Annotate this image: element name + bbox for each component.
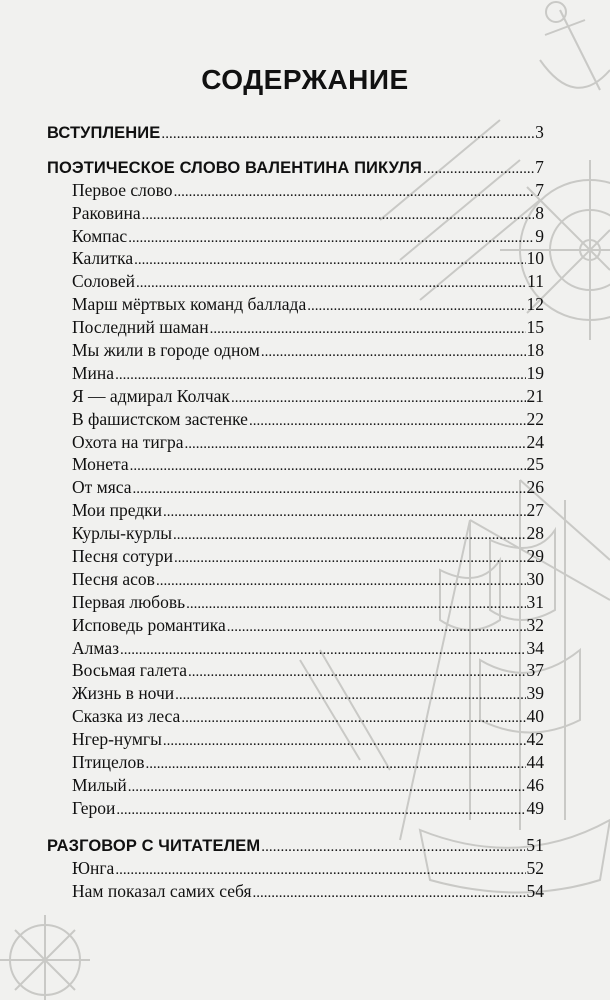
dot-leader [128, 776, 526, 799]
dot-leader [142, 204, 535, 227]
toc-entry-title: От мяса [72, 477, 132, 498]
toc-entry-title: Нам показал самих себя [72, 880, 252, 901]
toc-entry-title: Сказка из леса [72, 706, 181, 727]
dot-leader [134, 249, 525, 272]
toc-entry-title: Последний шаман [72, 317, 209, 338]
dot-leader [261, 836, 525, 859]
toc-entry-page: 54 [526, 880, 544, 901]
toc-entry-page: 8 [535, 202, 544, 223]
toc-entry-title: Мои предки [72, 500, 163, 521]
dot-leader [210, 318, 526, 341]
toc-entry-page: 21 [526, 385, 544, 406]
page-title: СОДЕРЖАНИЕ [201, 64, 409, 95]
toc-entry-page: 7 [535, 156, 544, 177]
toc-entry[interactable] [47, 270, 544, 293]
toc-entry[interactable] [47, 659, 544, 682]
toc-entry-page: 51 [526, 834, 544, 855]
toc-entry[interactable] [47, 568, 544, 591]
toc-entry-title: Калитка [72, 248, 134, 269]
toc-entry[interactable] [47, 339, 544, 362]
toc-entry-page: 26 [526, 477, 544, 498]
toc-entry-title: Жизнь в ночи [72, 683, 175, 704]
toc-entry-page: 10 [526, 248, 544, 269]
toc-entry-title: Алмаз [72, 637, 120, 658]
toc-entry[interactable] [47, 293, 544, 316]
dot-leader [146, 753, 526, 776]
toc-entry-page: 29 [526, 546, 544, 567]
toc-entry[interactable] [47, 591, 544, 614]
toc-entry[interactable] [47, 179, 544, 202]
toc-entry-title: Птицелов [72, 752, 145, 773]
toc-entry-page: 18 [526, 340, 544, 361]
dot-leader [163, 730, 526, 753]
toc-entry-page: 11 [527, 271, 544, 292]
toc-entry-page: 46 [526, 774, 544, 795]
toc-entry-page: 25 [526, 454, 544, 475]
dot-leader [227, 616, 526, 639]
toc-entry[interactable] [47, 453, 544, 476]
toc-entry[interactable] [47, 880, 544, 903]
toc-entry[interactable] [47, 857, 544, 880]
toc-entry-title: В фашистском застенке [72, 408, 248, 429]
toc-entry-title: Я — адмирал Колчак [72, 385, 230, 406]
toc-entry-title: ВСТУПЛЕНИЕ [47, 124, 161, 142]
toc-entry-page: 32 [526, 614, 544, 635]
toc-entry-title: Герои [72, 797, 116, 818]
toc-section-poetic-word[interactable] [47, 156, 544, 179]
toc-entry-title: Юнга [72, 857, 115, 878]
dot-leader [261, 341, 526, 364]
toc-entry-page: 28 [526, 523, 544, 544]
dot-leader [161, 123, 534, 146]
dot-leader [184, 433, 525, 456]
dot-leader [136, 272, 526, 295]
dot-leader [307, 295, 525, 318]
dot-leader [116, 799, 525, 822]
toc-list [47, 121, 544, 902]
toc-entry-title: Песня сотури [72, 546, 173, 567]
dot-leader [186, 593, 525, 616]
dot-leader [253, 882, 526, 905]
toc-entry-page: 9 [535, 225, 544, 246]
toc-entry[interactable] [47, 522, 544, 545]
toc-entry[interactable] [47, 499, 544, 522]
dot-leader [174, 547, 526, 570]
toc-entry-page: 40 [526, 706, 544, 727]
toc-entry-page: 12 [526, 294, 544, 315]
toc-entry-title: РАЗГОВОР С ЧИТАТЕЛЕМ [47, 836, 261, 855]
toc-entry[interactable] [47, 705, 544, 728]
toc-entry-title: Монета [72, 454, 129, 475]
toc-entry[interactable] [47, 408, 544, 431]
toc-entry-page: 39 [526, 683, 544, 704]
dot-leader [115, 364, 525, 387]
toc-entry[interactable] [47, 637, 544, 660]
toc-entry-page: 52 [526, 857, 544, 878]
dot-leader [174, 181, 535, 204]
toc-entry-page: 22 [526, 408, 544, 429]
toc-entry[interactable] [47, 247, 544, 270]
toc-entry-page: 15 [526, 317, 544, 338]
dot-leader [130, 455, 526, 478]
toc-entry-title: Марш мёртвых команд баллада [72, 294, 307, 315]
toc-entry-page: 34 [526, 637, 544, 658]
toc-entry[interactable] [47, 225, 544, 248]
toc-entry-title: Первая любовь [72, 591, 186, 612]
toc-entry-page: 3 [535, 122, 544, 142]
dot-leader [115, 859, 525, 882]
toc-entry-title: Мина [72, 362, 115, 383]
dot-leader [173, 524, 526, 547]
toc-entry-title: Милый [72, 774, 127, 795]
toc-entry-title: Компас [72, 225, 128, 246]
toc-entry-page: 37 [526, 660, 544, 681]
toc-entry-title: ПОЭТИЧЕСКОЕ СЛОВО ВАЛЕНТИНА ПИКУЛЯ [47, 158, 422, 177]
toc-entry[interactable] [47, 614, 544, 637]
toc-entry-page: 19 [526, 362, 544, 383]
toc-entry-title: Исповедь романтика [72, 614, 226, 635]
toc-entry-title: Соловей [72, 271, 135, 292]
toc-section-intro[interactable] [47, 121, 544, 144]
toc-entry-title: Мы жили в городе одном [72, 340, 260, 361]
dot-leader [128, 227, 534, 250]
toc-section-conversation[interactable] [47, 834, 544, 857]
toc-entry[interactable] [47, 682, 544, 705]
dot-leader [133, 478, 526, 501]
section-poetic-word-items [47, 179, 544, 820]
toc-entry[interactable] [47, 202, 544, 225]
toc-entry-page: 44 [526, 752, 544, 773]
toc-entry[interactable] [47, 476, 544, 499]
dot-leader [249, 410, 526, 433]
dot-leader [156, 570, 526, 593]
toc-entry[interactable] [47, 431, 544, 454]
dot-leader [423, 158, 534, 181]
section-conversation-items [47, 857, 544, 903]
toc-entry-page: 30 [526, 568, 544, 589]
toc-entry-page: 24 [526, 431, 544, 452]
toc-entry[interactable] [47, 545, 544, 568]
dot-leader [181, 707, 525, 730]
toc-entry-page: 42 [526, 729, 544, 750]
dot-leader [188, 661, 526, 684]
dot-leader [163, 501, 525, 524]
toc-entry-title: Охота на тигра [72, 431, 184, 452]
toc-entry[interactable] [47, 751, 544, 774]
toc-entry[interactable] [47, 728, 544, 751]
toc-entry-title: Первое слово [72, 179, 173, 200]
toc-entry-page: 49 [526, 797, 544, 818]
dot-leader [231, 387, 526, 410]
toc-entry[interactable] [47, 316, 544, 339]
toc-entry-page: 7 [535, 179, 544, 200]
toc-entry[interactable] [47, 797, 544, 820]
dot-leader [120, 639, 525, 662]
toc-entry[interactable] [47, 385, 544, 408]
toc-entry-title: Курлы-курлы [72, 523, 172, 544]
toc-entry-page: 27 [526, 500, 544, 521]
toc-entry-title: Песня асов [72, 568, 155, 589]
toc-entry[interactable] [47, 362, 544, 385]
toc-entry-title: Раковина [72, 202, 141, 223]
toc-entry-title: Восьмая галета [72, 660, 187, 681]
toc-entry-page: 31 [526, 591, 544, 612]
toc-entry-title: Нгер-нумгы [72, 729, 162, 750]
toc-entry[interactable] [47, 774, 544, 797]
dot-leader [175, 684, 525, 707]
